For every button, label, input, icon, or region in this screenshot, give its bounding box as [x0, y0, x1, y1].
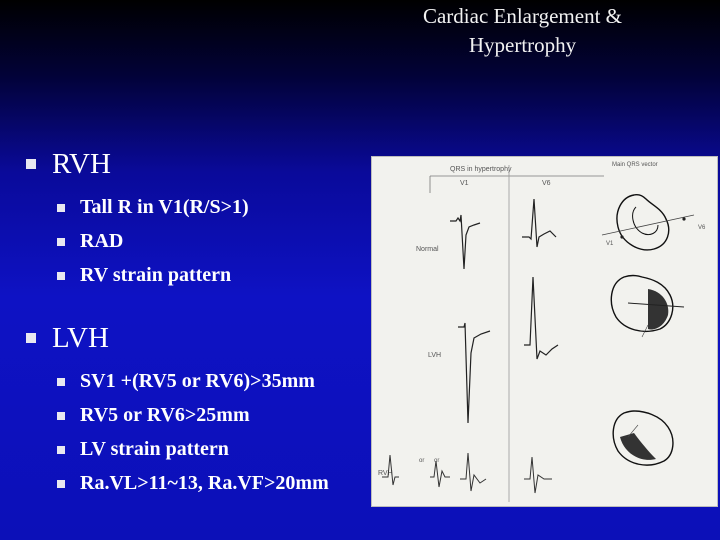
heart-diagram-rvh-icon [613, 411, 673, 465]
ecg-trace-lvh-v6 [524, 277, 558, 359]
row-label-normal: Normal [416, 246, 439, 253]
section-lvh [22, 320, 372, 500]
list-item-text: SV1 +(RV5 or RV6)>35mm [80, 370, 315, 392]
square-bullet-icon [57, 378, 65, 386]
list-item [22, 258, 372, 292]
ecg-trace-lvh-v1 [458, 323, 490, 423]
section-rvh [22, 146, 372, 292]
section-heading-text: RVH [52, 148, 111, 180]
square-bullet-icon [57, 204, 65, 212]
heart-diagram-lvh-icon [611, 276, 684, 338]
list-item [22, 432, 372, 466]
slide-title-line-2: Hypertrophy [468, 33, 577, 57]
figure-caption: QRS in hypertrophy [450, 166, 512, 173]
bullet-list [22, 146, 372, 500]
ecg-trace-rvh-v1c [460, 453, 486, 491]
list-item-text: Ra.VL>11~13, Ra.VF>20mm [80, 472, 329, 494]
section-heading [22, 146, 372, 182]
list-item-text: LV strain pattern [80, 438, 229, 460]
slide-title [360, 2, 685, 60]
list-item [22, 224, 372, 258]
list-item-text: RAD [80, 230, 124, 252]
row-label-rvh: RVH [378, 470, 393, 477]
section-heading-text: LVH [52, 322, 109, 354]
heart-diagram-normal-icon [602, 195, 706, 250]
heart-v1-label: V1 [606, 241, 614, 247]
ecg-trace-normal-v6 [522, 199, 556, 247]
row-label-lvh: LVH [428, 352, 442, 359]
list-item [22, 364, 372, 398]
square-bullet-icon [57, 446, 65, 454]
list-item [22, 398, 372, 432]
list-item [22, 466, 372, 500]
square-bullet-icon [57, 238, 65, 246]
section-heading [22, 320, 372, 356]
list-item-text: RV strain pattern [80, 264, 232, 286]
ecg-trace-rvh-v1b [430, 461, 450, 487]
ecg-trace-rvh-v6 [524, 457, 552, 493]
lead-v6-label: V6 [542, 180, 551, 187]
square-bullet-icon [26, 159, 36, 169]
list-item [22, 190, 372, 224]
lead-v1-label: V1 [460, 180, 469, 187]
square-bullet-icon [57, 480, 65, 488]
square-bullet-icon [57, 272, 65, 280]
slide-title-line-1: Cardiac Enlargement & [422, 4, 623, 28]
heart-v6-label: V6 [698, 225, 706, 231]
ecg-hypertrophy-figure [371, 156, 718, 507]
square-bullet-icon [57, 412, 65, 420]
ecg-trace-normal-v1 [450, 215, 480, 269]
square-bullet-icon [26, 333, 36, 343]
list-item-text: Tall R in V1(R/S>1) [80, 196, 249, 218]
vector-label: Main QRS vector [612, 162, 658, 168]
or-label-2: or [434, 458, 440, 464]
or-label-1: or [419, 458, 425, 464]
list-item-text: RV5 or RV6>25mm [80, 404, 250, 426]
ecg-diagram [372, 157, 717, 506]
